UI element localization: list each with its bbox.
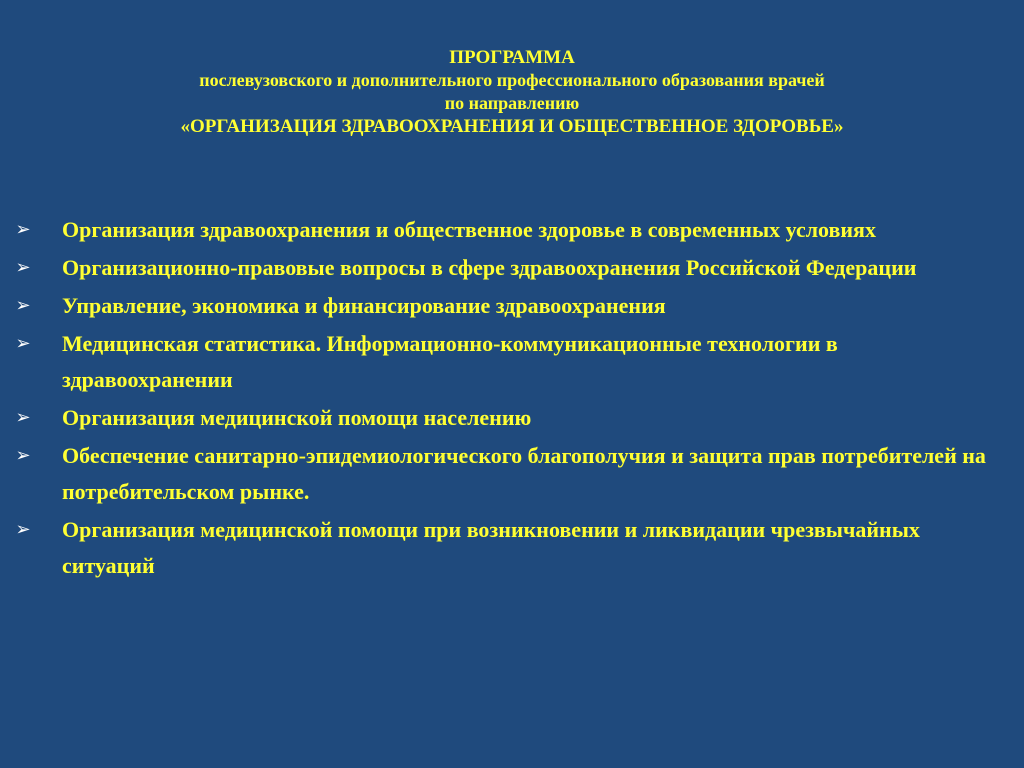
list-item (0, 400, 1024, 436)
list-item-text: Организация медицинской помощи при возникновении и ликвидации чрезвычайных ситуаций (62, 517, 920, 578)
list-item-text: Обеспечение санитарно-эпидемиологического благополучия и защита прав потребителей на потребительском рынке. (62, 443, 986, 504)
list-item (0, 212, 1024, 248)
arrow-bullet-icon: ➢ (15, 519, 31, 540)
arrow-bullet-icon: ➢ (15, 407, 31, 428)
list-item-text: Управление, экономика и финансирование здравоохранения (62, 293, 666, 318)
arrow-bullet-icon: ➢ (15, 445, 31, 466)
program-title: ПРОГРАММА (449, 47, 575, 68)
list-item-text: Организация здравоохранения и общественное здоровье в современных условиях (62, 217, 876, 242)
program-header (0, 46, 1024, 138)
list-item (0, 288, 1024, 324)
list-item (0, 326, 1024, 398)
list-item-text: Организация медицинской помощи населению (62, 405, 532, 430)
list-item-text: Организационно-правовые вопросы в сфере здравоохранения Российской Федерации (62, 255, 917, 280)
list-item (0, 250, 1024, 286)
arrow-bullet-icon: ➢ (15, 257, 31, 278)
arrow-bullet-icon: ➢ (15, 295, 31, 316)
list-item (0, 438, 1024, 510)
arrow-bullet-icon: ➢ (15, 219, 31, 240)
list-item-text: Медицинская статистика. Информационно-коммуникационные технологии в здравоохранении (62, 331, 838, 392)
program-direction-name: «ОРГАНИЗАЦИЯ ЗДРАВООХРАНЕНИЯ И ОБЩЕСТВЕННОЕ ЗДОРОВЬЕ» (180, 116, 844, 137)
list-item (0, 512, 1024, 584)
topic-list (0, 212, 1024, 586)
program-direction-label: по направлению (444, 93, 580, 113)
program-subtitle: послевузовского и дополнительного профессионального образования врачей (199, 70, 825, 90)
arrow-bullet-icon: ➢ (15, 333, 31, 354)
